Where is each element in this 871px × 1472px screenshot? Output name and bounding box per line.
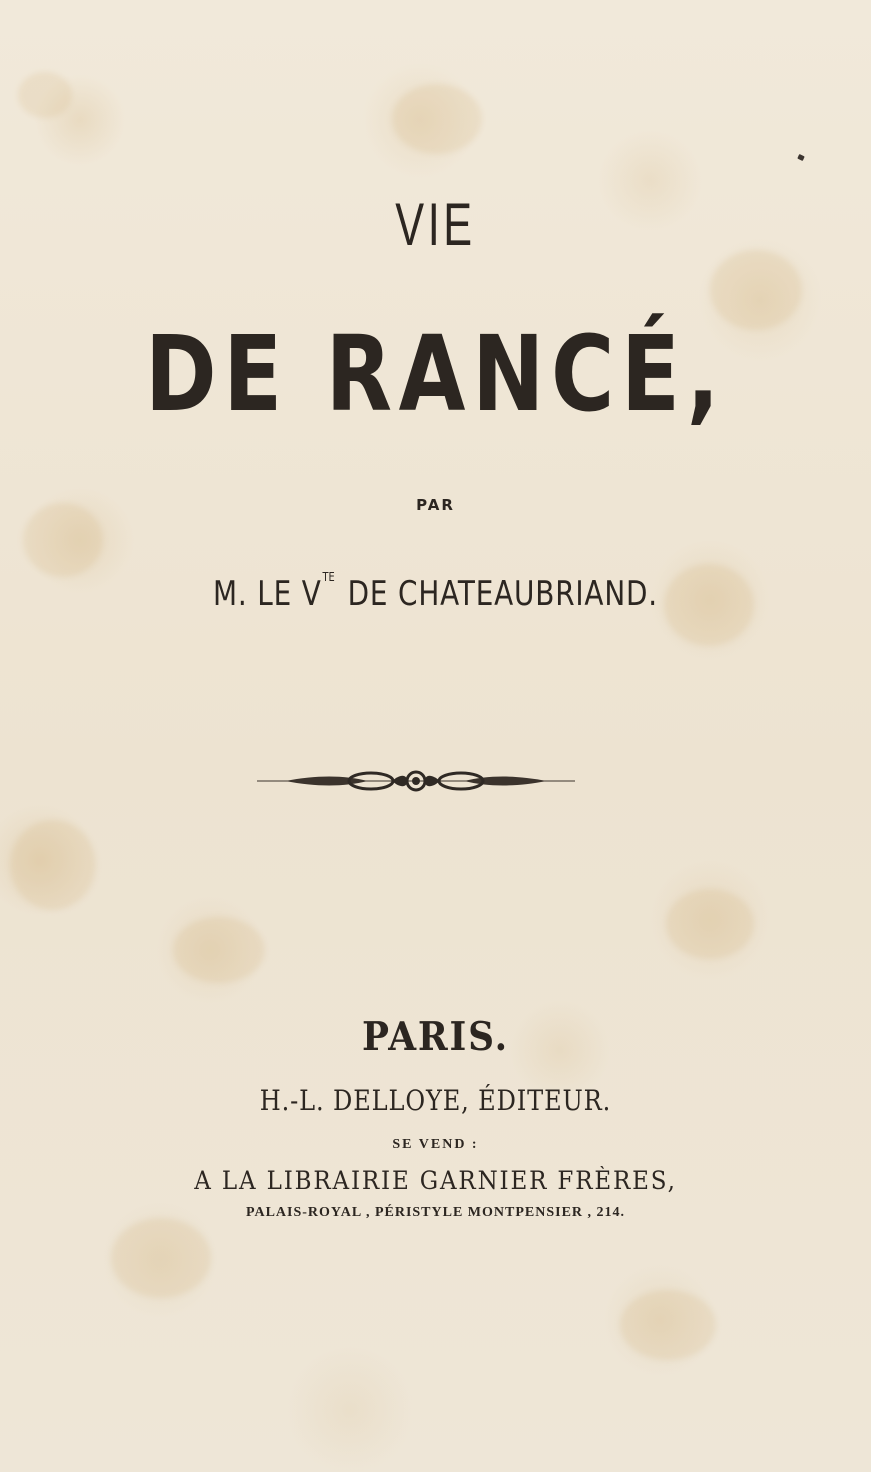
ornament-left-leaf (285, 777, 368, 786)
paper-stain (23, 503, 103, 577)
ornament-right-leaf (464, 777, 547, 786)
paper-stain (111, 1218, 211, 1298)
address-line: PALAIS-ROYAL , PÉRISTYLE MONTPENSIER , 214. (245, 1205, 626, 1220)
title-line-1: VIE (395, 191, 476, 258)
sale-note: SE VEND : (392, 1137, 479, 1152)
paper-stain (10, 820, 96, 910)
by-label: PAR (416, 496, 455, 514)
paper-stain (18, 72, 72, 118)
publisher: H.-L. DELLOYE, ÉDITEUR. (259, 1084, 612, 1117)
paper-stain (173, 917, 265, 983)
title-line-2: DE RANCÉ, (144, 313, 727, 435)
author-superscript: TE (322, 569, 335, 584)
paper-stain (392, 84, 482, 154)
library-line: A LA LIBRAIRIE GARNIER FRÈRES, (194, 1166, 677, 1195)
city: PARIS. (362, 1014, 509, 1060)
ornament-inner-left (392, 776, 407, 787)
decorative-ornament (257, 767, 575, 795)
paper-stain (666, 889, 754, 959)
ornament-center-dot (412, 777, 420, 785)
author-prefix: M. LE V (213, 574, 322, 614)
paper-stain (620, 1290, 716, 1360)
author-suffix: DE CHATEAUBRIAND. (337, 574, 658, 614)
ink-mark (797, 154, 805, 161)
ornament-inner-right (425, 776, 440, 787)
author-line (78, 569, 792, 614)
